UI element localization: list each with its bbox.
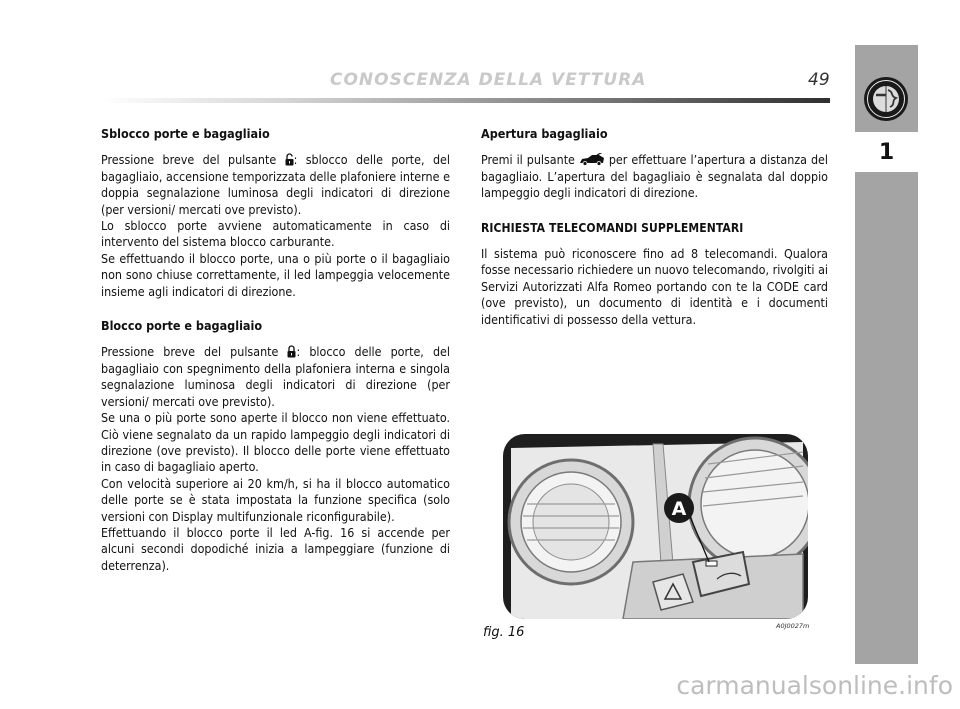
- paragraph: Se una o più porte sono aperte il blocco non viene effettuato. Ciò viene segnalato da un rapido lampeggio degli indicatori di direzione (ove previsto). Il blocco delle porte viene effettuato in caso di bagagliaio aperto.: [101, 410, 450, 475]
- padlock-open-icon: [285, 153, 294, 166]
- heading-unlock: Sblocco porte e bagagliaio: [101, 126, 270, 141]
- page-header-title: CONOSCENZA DELLA VETTURA: [330, 70, 647, 90]
- left-column: [101, 122, 450, 574]
- car-trunk-icon: [579, 153, 605, 166]
- figure-dashboard-illustration: [503, 434, 808, 619]
- figure-code: A0J0027m: [776, 622, 810, 630]
- paragraph: Se effettuando il blocco porte, una o più porte o il bagagliaio non sono chiuse correttamente, il led lampeggia velocemente insieme agli indicatori di direzione.: [101, 250, 450, 299]
- paragraph-text: Premi il pulsante: [481, 152, 579, 168]
- paragraph: [481, 152, 828, 201]
- paragraph-text: : sblocco delle porte, del bagagliaio, accensione temporizzata delle plafoniere interne e doppia segnalazione luminosa degli indicatori di direzione (per versioni/ mercati ove previsto).: [101, 152, 450, 217]
- paragraph: Il sistema può riconoscere fino ad 8 telecomandi. Qualora fosse necessario richiedere un nuovo telecomando, rivolgiti ai Servizi Autorizzati Alfa Romeo portando con te la CODE card (ove previsto), un documento di identità e i documenti identificativi di possesso della vettura.: [481, 246, 828, 327]
- paragraph-text: : blocco delle porte, del bagagliaio con spegnimento della plafoniera interna e singola segnalazione luminosa degli indicatori di direzione (per versioni/ mercati ove previsto).: [101, 344, 450, 409]
- paragraph: Effettuando il blocco porte il led A-fig. 16 si accende per alcuni secondi dopodiché inizia a lampeggiare (funzione di deterrenza).: [101, 524, 450, 573]
- heading-lock: Blocco porte e bagagliaio: [101, 318, 263, 334]
- paragraph-text: Pressione breve del pulsante: [101, 344, 288, 360]
- heading-trunk-open: Apertura bagagliaio: [481, 126, 608, 141]
- paragraph-text: Pressione breve del pulsante: [101, 152, 285, 168]
- site-watermark: carmanualsonline.info: [676, 671, 953, 700]
- right-column: [481, 122, 828, 328]
- heading-extra-remotes: RICHIESTA TELECOMANDI SUPPLEMENTARI: [481, 220, 744, 235]
- paragraph: Lo sblocco porte avviene automaticamente in caso di intervento del sistema blocco carburante.: [101, 218, 450, 250]
- header-rule: [100, 98, 830, 103]
- paragraph-text: per effettuare l’apertura a distanza del bagagliaio. L’apertura del bagagliaio è segnalata dal doppio lampeggio degli indicatori di direzione.: [481, 152, 828, 201]
- page-number: 49: [808, 70, 830, 90]
- chapter-number: 1: [855, 132, 918, 172]
- paragraph: Con velocità superiore ai 20 km/h, si ha il blocco automatico delle porte se è stata impostata la funzione specifica (solo versioni con Display multifunzionale riconfigurabile).: [101, 475, 450, 524]
- paragraph: [101, 344, 450, 410]
- figure-caption: fig. 16: [483, 625, 525, 640]
- paragraph: [101, 152, 450, 218]
- alfa-romeo-logo-icon: [863, 76, 909, 122]
- callout-label: A: [671, 498, 687, 520]
